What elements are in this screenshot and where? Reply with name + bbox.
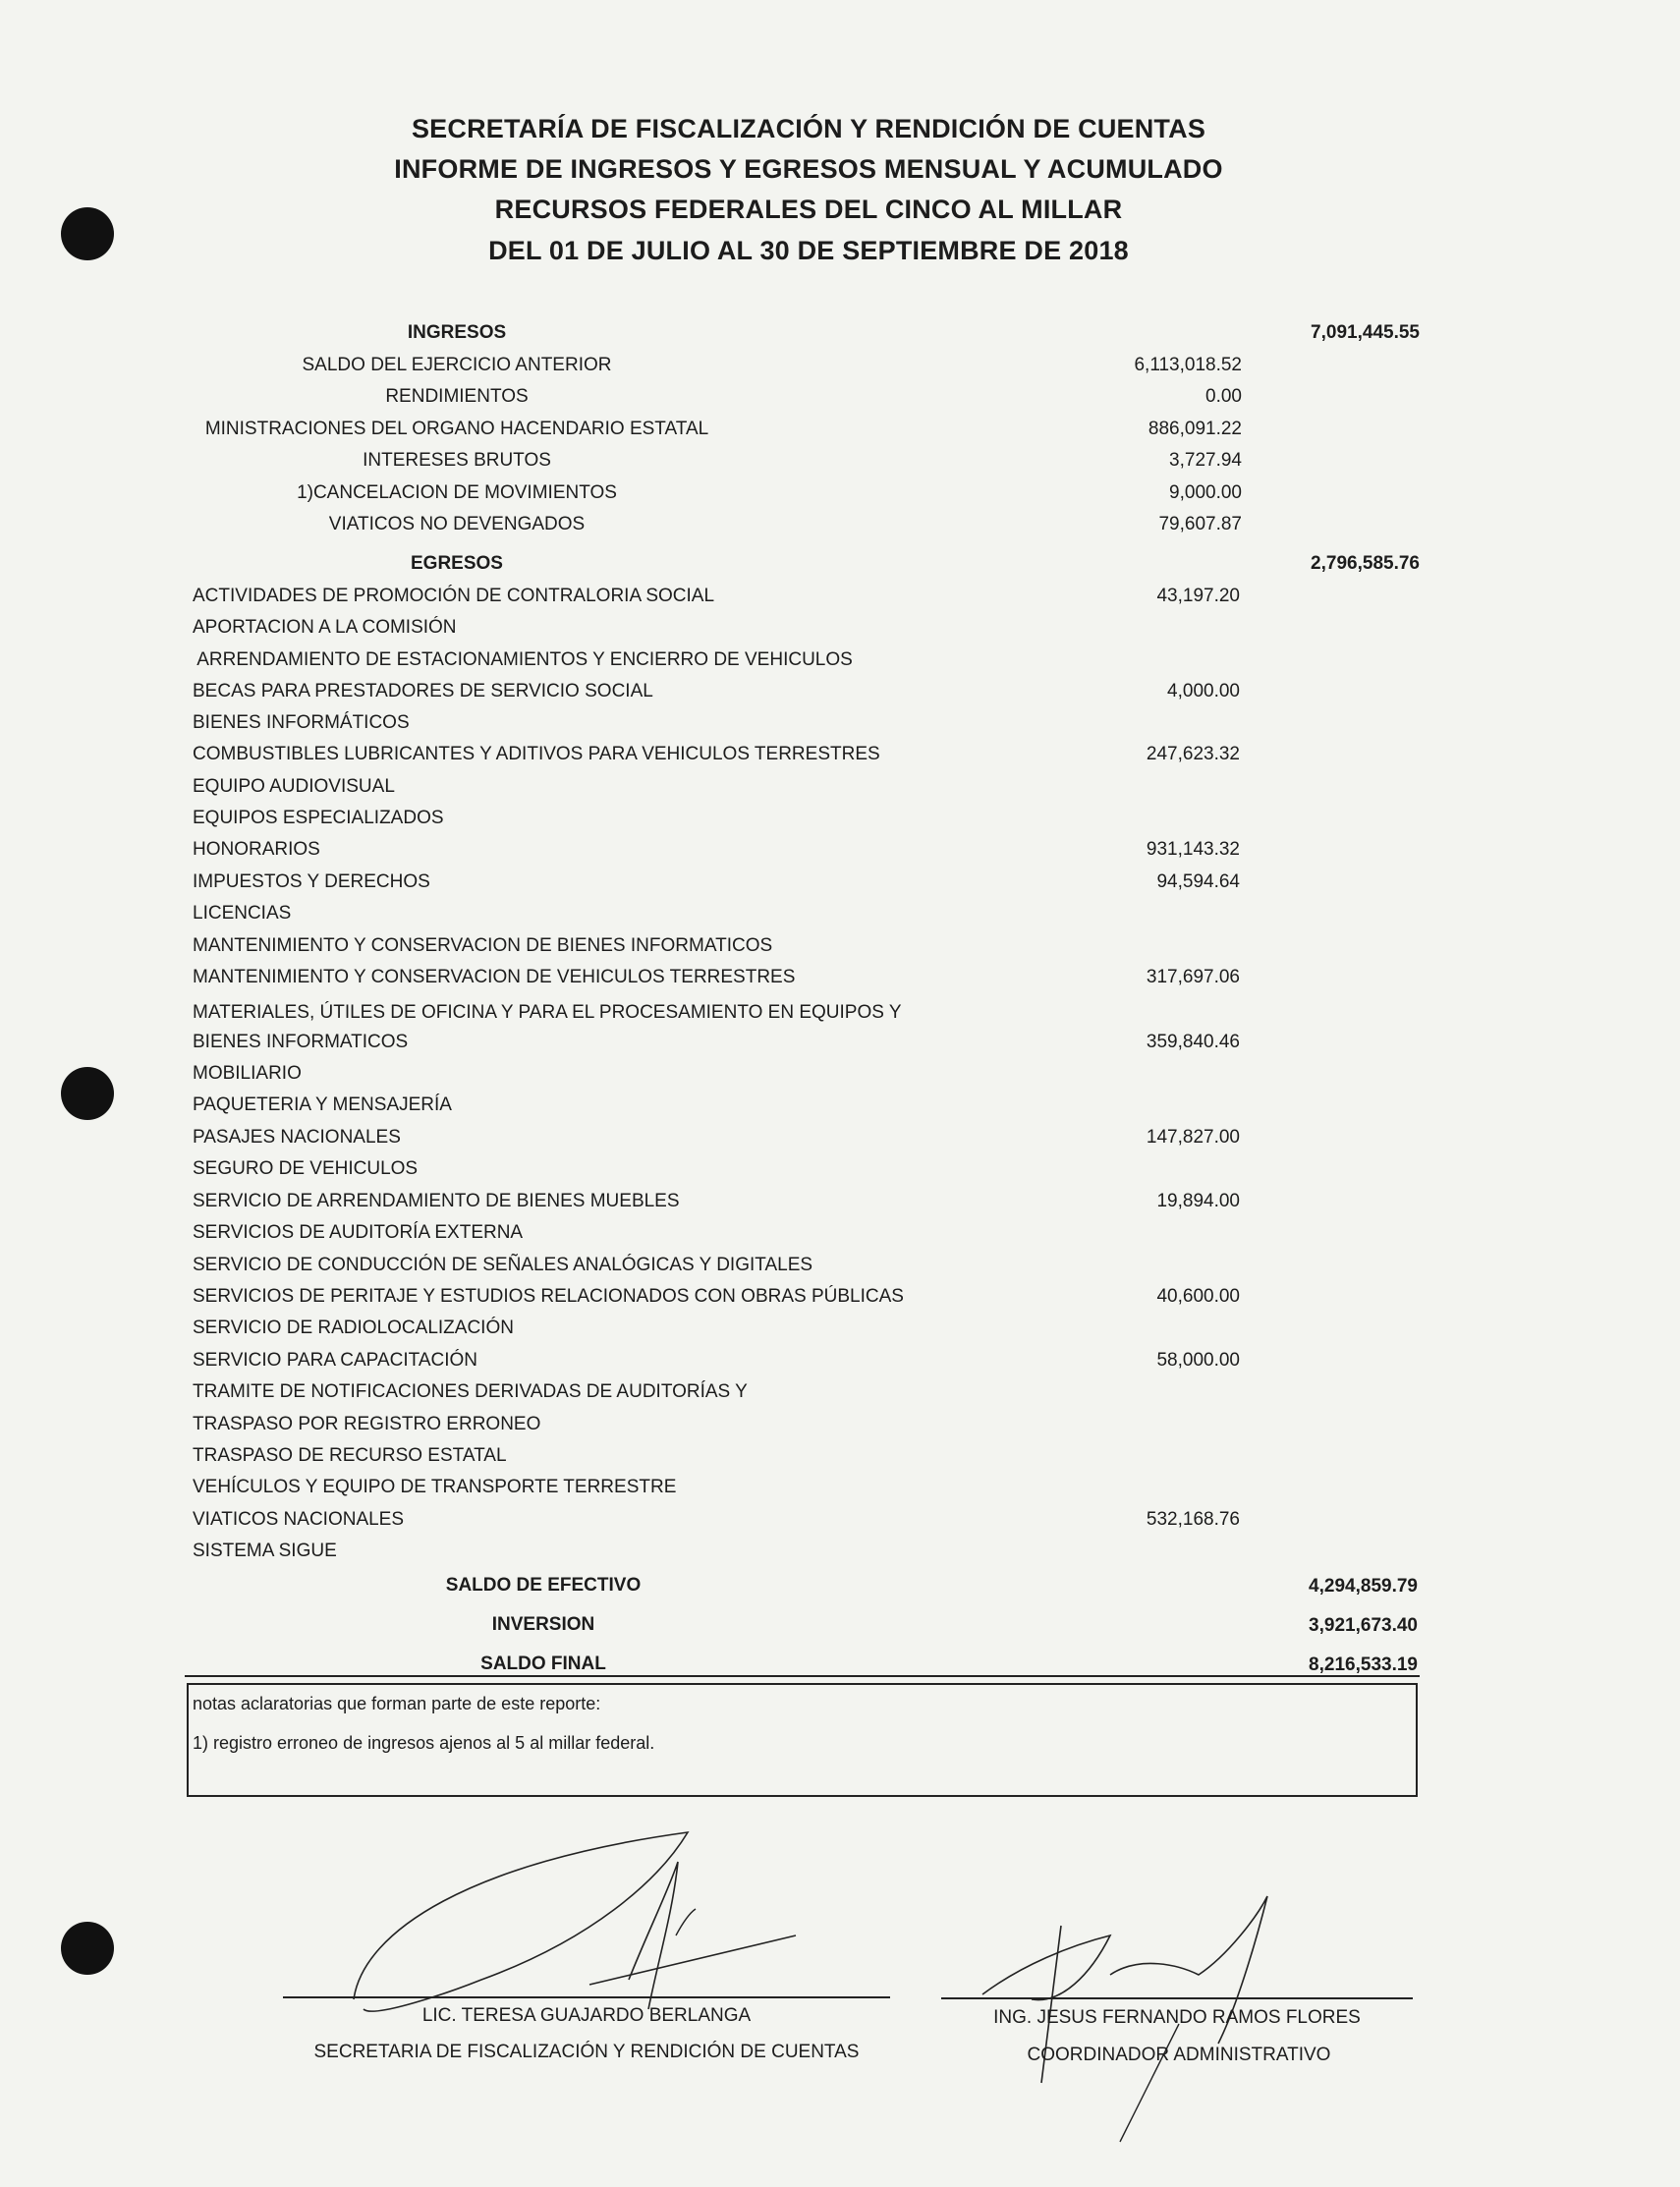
egresos-item-amount: 58,000.00 (1156, 1350, 1240, 1371)
egresos-item-label: SERVICIOS DE PERITAJE Y ESTUDIOS RELACIONADOS CON OBRAS PÚBLICAS (193, 1286, 904, 1307)
header-line-2: INFORME DE INGRESOS Y EGRESOS MENSUAL Y ACUMULADO (394, 154, 1223, 184)
egresos-item-label: BECAS PARA PRESTADORES DE SERVICIO SOCIAL (193, 681, 653, 701)
ingresos-item-label: SALDO DEL EJERCICIO ANTERIOR (302, 355, 612, 375)
saldo-efectivo-label: SALDO DE EFECTIVO (445, 1575, 642, 1596)
egresos-item-label: SISTEMA SIGUE (193, 1541, 337, 1561)
ingresos-item-amount: 6,113,018.52 (1134, 355, 1242, 375)
binder-hole-middle (61, 1067, 114, 1120)
header-line-4: DEL 01 DE JULIO AL 30 DE SEPTIEMBRE DE 2018 (488, 236, 1129, 265)
egresos-item-label: HONORARIOS (193, 839, 320, 860)
egresos-item-label: VEHÍCULOS Y EQUIPO DE TRANSPORTE TERRESTRE (193, 1477, 677, 1497)
egresos-item-amount: 532,168.76 (1146, 1509, 1240, 1530)
egresos-item-label: ACTIVIDADES DE PROMOCIÓN DE CONTRALORIA SOCIAL (193, 586, 715, 606)
egresos-item-amount: 4,000.00 (1167, 681, 1240, 701)
ingresos-item-label: 1)CANCELACION DE MOVIMIENTOS (297, 482, 617, 503)
header-line-3: RECURSOS FEDERALES DEL CINCO AL MILLAR (494, 195, 1123, 224)
egresos-item-amount: 94,594.64 (1156, 871, 1240, 892)
binder-hole-bottom (61, 1922, 114, 1975)
saldo-final-label: SALDO FINAL (480, 1654, 606, 1674)
egresos-label: EGRESOS (411, 553, 503, 574)
egresos-item-amount: 359,840.46 (1146, 1032, 1240, 1052)
egresos-item-amount: 147,827.00 (1146, 1127, 1240, 1148)
egresos-item-amount: 931,143.32 (1146, 839, 1240, 860)
egresos-item-label: COMBUSTIBLES LUBRICANTES Y ADITIVOS PARA VEHICULOS TERRESTRES (193, 744, 880, 764)
egresos-item-label: MANTENIMIENTO Y CONSERVACION DE VEHICULOS TERRESTRES (193, 967, 796, 987)
egresos-item-label: TRAMITE DE NOTIFICACIONES DERIVADAS DE AUDITORÍAS Y (193, 1381, 748, 1402)
egresos-item-label: VIATICOS NACIONALES (193, 1509, 405, 1530)
notes-item-1: 1) registro erroneo de ingresos ajenos al 5 al millar federal. (193, 1733, 655, 1753)
ingresos-item-amount: 79,607.87 (1158, 514, 1242, 534)
ingresos-item-amount: 9,000.00 (1169, 482, 1242, 503)
egresos-item-label: BIENES INFORMÁTICOS (193, 712, 410, 733)
left-signature-line (283, 1996, 890, 1998)
ingresos-item-label: INTERESES BRUTOS (363, 450, 551, 471)
egresos-item-amount: 247,623.32 (1146, 744, 1240, 764)
egresos-item-label: IMPUESTOS Y DERECHOS (193, 871, 430, 892)
saldo-efectivo-value: 4,294,859.79 (1309, 1576, 1418, 1597)
ingresos-item-label: MINISTRACIONES DEL ORGANO HACENDARIO ESTATAL (204, 419, 709, 439)
egresos-item-label: EQUIPO AUDIOVISUAL (193, 776, 395, 797)
header-line-1: SECRETARÍA DE FISCALIZACIÓN Y RENDICIÓN DE CUENTAS (411, 114, 1206, 143)
egresos-item-amount: 19,894.00 (1156, 1191, 1240, 1211)
ingresos-total: 7,091,445.55 (1311, 322, 1420, 343)
inversion-label: INVERSION (491, 1614, 595, 1635)
right-signer-title: COORDINADOR ADMINISTRATIVO (1027, 2045, 1331, 2065)
egresos-item-label: SERVICIO PARA CAPACITACIÓN (193, 1350, 477, 1371)
egresos-item-label: TRASPASO DE RECURSO ESTATAL (193, 1445, 507, 1466)
saldo-final-value: 8,216,533.19 (1309, 1654, 1418, 1675)
ingresos-label: INGRESOS (407, 322, 507, 343)
egresos-item-label: EQUIPOS ESPECIALIZADOS (193, 808, 444, 828)
ingresos-item-label: RENDIMIENTOS (385, 386, 529, 407)
summary-divider (185, 1675, 1420, 1677)
egresos-item-amount: 43,197.20 (1156, 586, 1240, 606)
egresos-item-label: LICENCIAS (193, 903, 292, 924)
ingresos-item-label: VIATICOS NO DEVENGADOS (328, 514, 586, 534)
egresos-item-amount: 317,697.06 (1146, 967, 1240, 987)
right-signer-name: ING. JESUS FERNANDO RAMOS FLORES (993, 2007, 1361, 2028)
egresos-item-label: SERVICIO DE CONDUCCIÓN DE SEÑALES ANALÓGICAS Y DIGITALES (193, 1255, 813, 1275)
egresos-item-label: PASAJES NACIONALES (193, 1127, 401, 1148)
egresos-item-label: SERVICIO DE RADIOLOCALIZACIÓN (193, 1318, 514, 1338)
egresos-item-label: SEGURO DE VEHICULOS (193, 1158, 419, 1179)
egresos-item-label: SERVICIOS DE AUDITORÍA EXTERNA (193, 1222, 524, 1243)
right-signature-line (941, 1997, 1413, 1999)
egresos-item-label: TRASPASO POR REGISTRO ERRONEO (193, 1414, 541, 1434)
ingresos-item-amount: 3,727.94 (1169, 450, 1242, 471)
left-signer-title: SECRETARIA DE FISCALIZACIÓN Y RENDICIÓN DE CUENTAS (313, 2042, 860, 2062)
egresos-item-label: MOBILIARIO (193, 1063, 302, 1084)
notes-box (187, 1683, 1418, 1797)
egresos-item-label: ARRENDAMIENTO DE ESTACIONAMIENTOS Y ENCIERRO DE VEHICULOS (193, 649, 853, 670)
egresos-item-label: PAQUETERIA Y MENSAJERÍA (193, 1094, 452, 1115)
egresos-item-label: MANTENIMIENTO Y CONSERVACION DE BIENES INFORMATICOS (193, 935, 773, 956)
egresos-item-amount: 40,600.00 (1156, 1286, 1240, 1307)
right-signature (943, 1857, 1356, 2142)
left-signer-name: LIC. TERESA GUAJARDO BERLANGA (421, 2005, 752, 2026)
egresos-item-label: MATERIALES, ÚTILES DE OFICINA Y PARA EL PROCESAMIENTO EN EQUIPOS Y (193, 1002, 902, 1023)
egresos-total: 2,796,585.76 (1311, 553, 1420, 574)
egresos-item-label: APORTACION A LA COMISIÓN (193, 617, 457, 638)
egresos-item-label: SERVICIO DE ARRENDAMIENTO DE BIENES MUEBLES (193, 1191, 680, 1211)
egresos-item-label: BIENES INFORMATICOS (193, 1032, 409, 1052)
ingresos-item-amount: 886,091.22 (1148, 419, 1242, 439)
notes-heading: notas aclaratorias que forman parte de este reporte: (193, 1694, 601, 1713)
inversion-value: 3,921,673.40 (1309, 1615, 1418, 1636)
ingresos-item-amount: 0.00 (1205, 386, 1242, 407)
